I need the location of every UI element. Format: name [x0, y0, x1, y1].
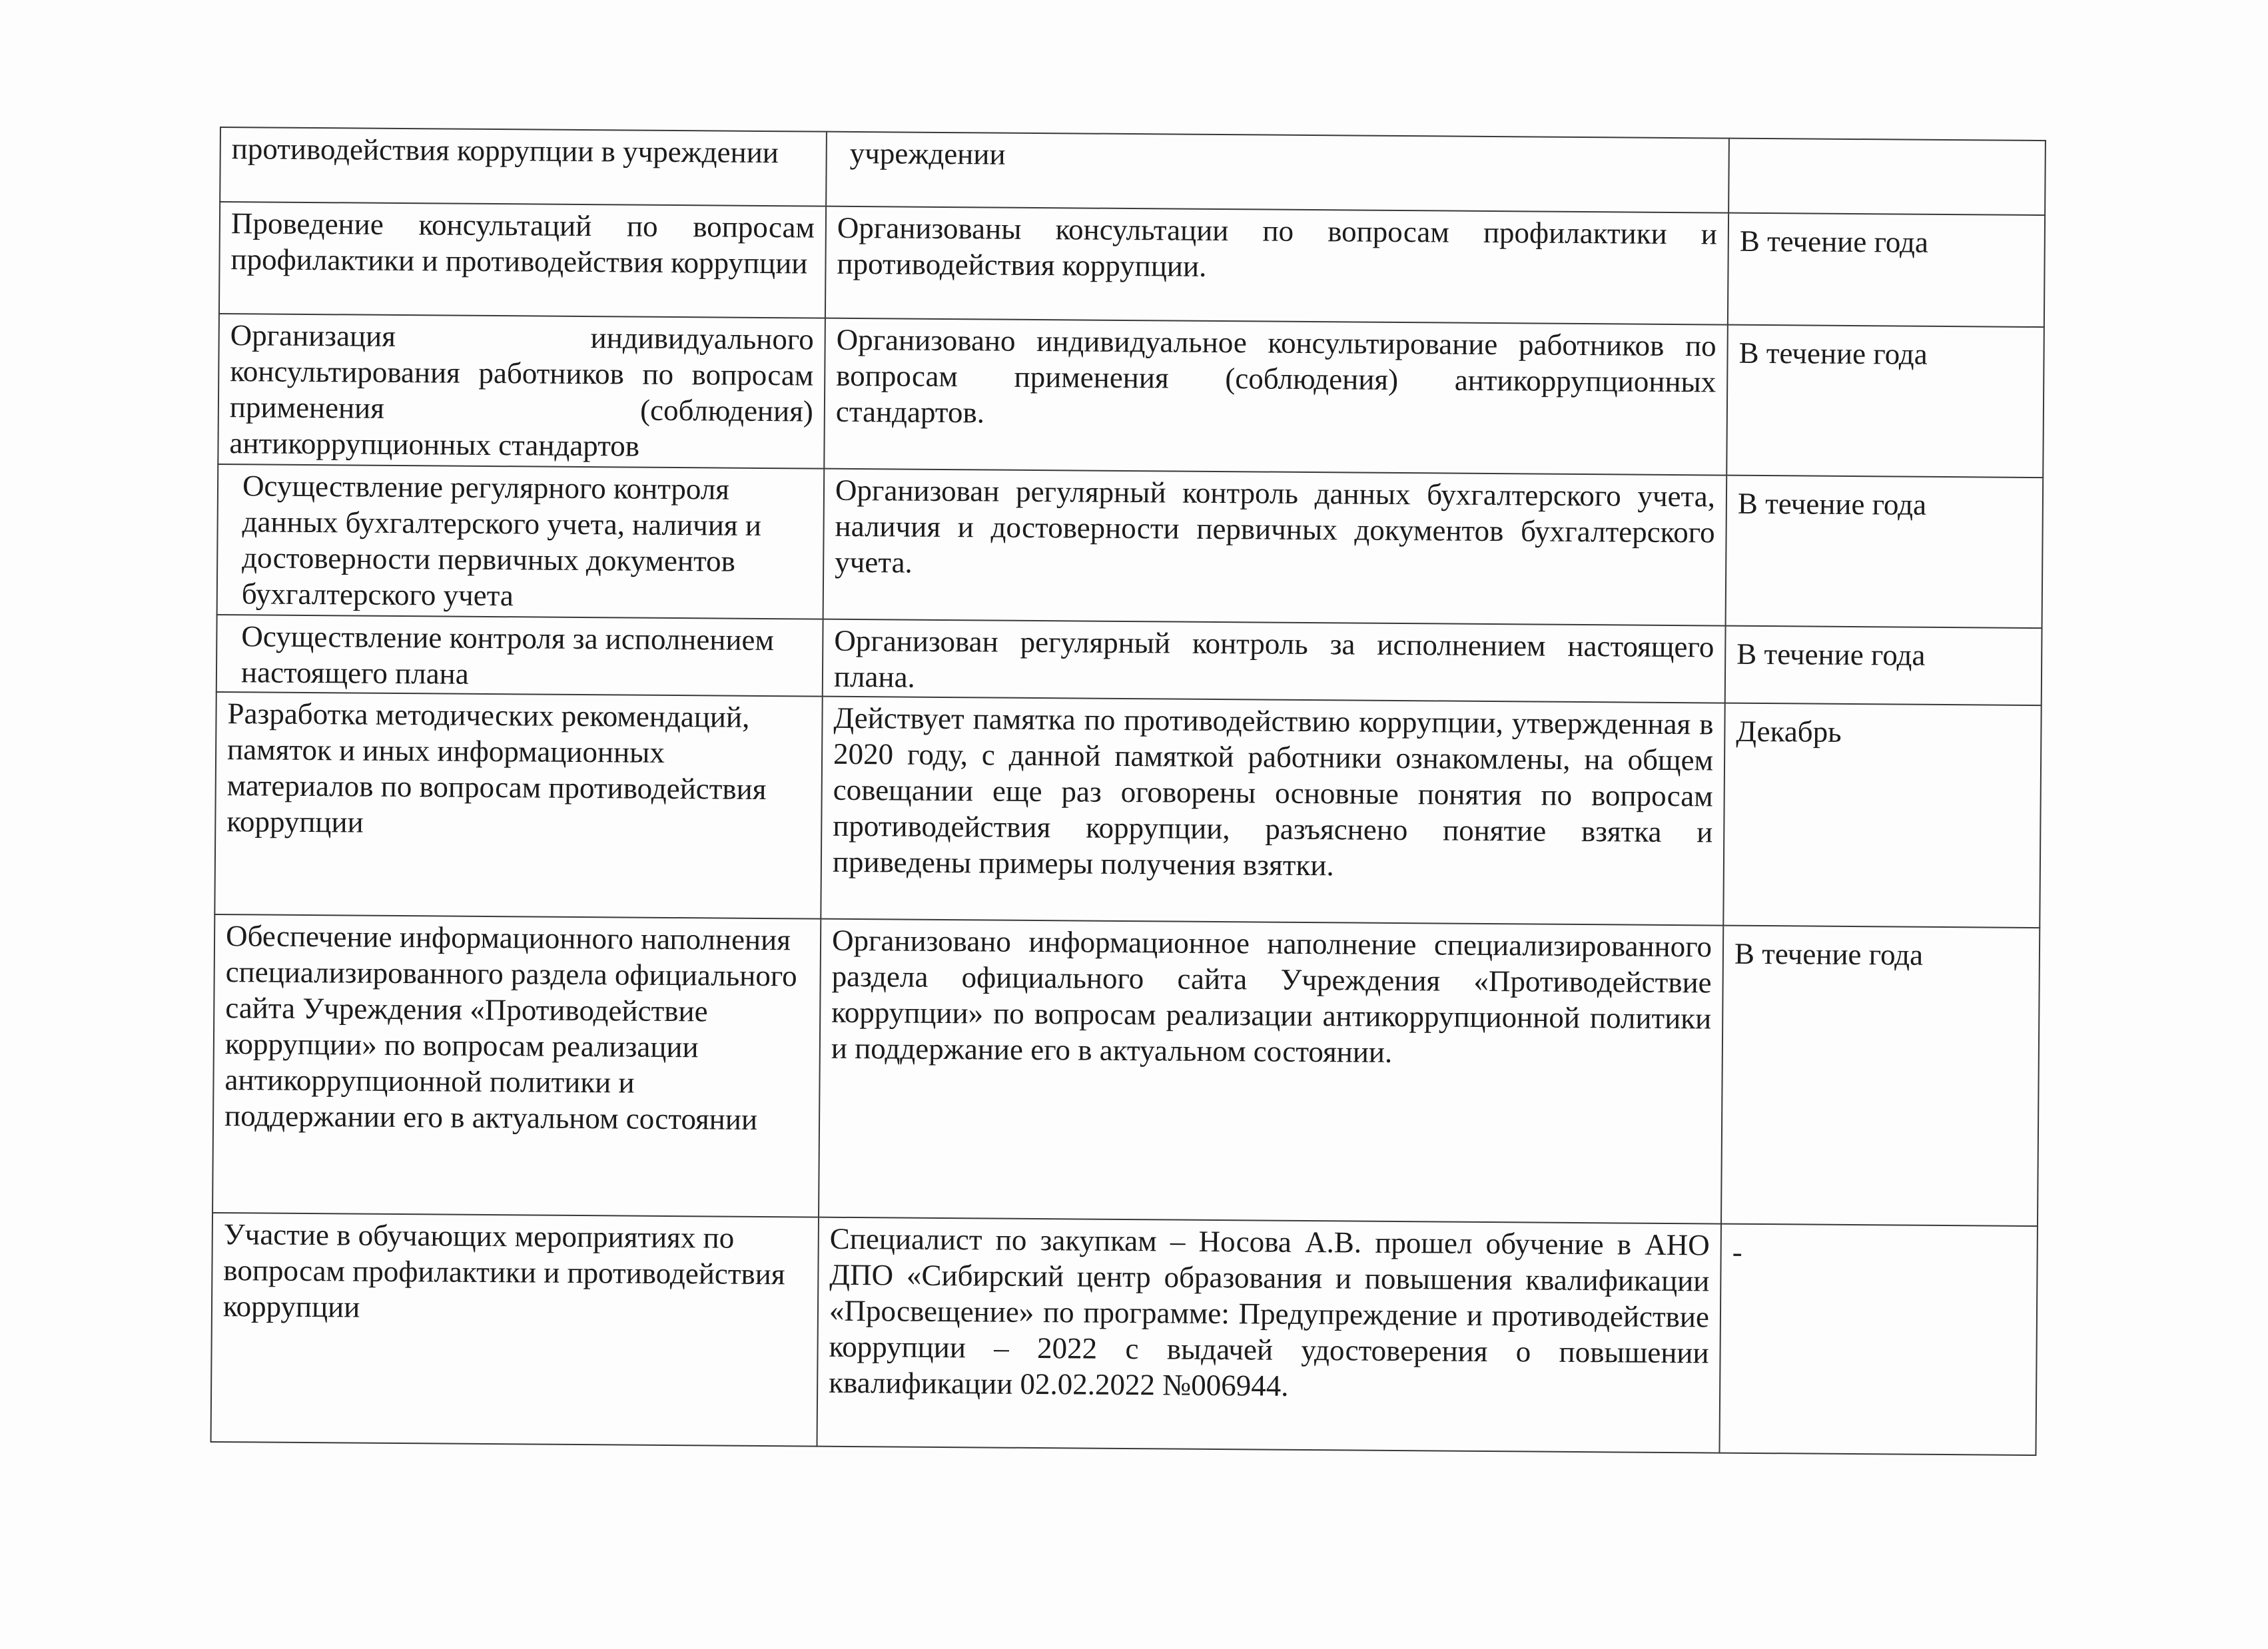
deadline-cell — [1728, 139, 2046, 215]
table-row — [217, 464, 2044, 628]
anticorruption-report-table — [210, 127, 2046, 1456]
deadline-cell: В течение года — [1728, 213, 2045, 327]
result-cell: Организовано информационное наполнение специализированного раздела официального сайта Учреждения «Противодействие коррупции» по вопросам реализации антикоррупционной политики и поддержание его в актуальном состоянии. — [819, 919, 1723, 1224]
activity-cell: Разработка методических рекомендаций, памяток и иных информационных материалов по вопросам противодействия коррупции — [214, 692, 822, 919]
deadline-cell: В течение года — [1725, 626, 2042, 705]
table-row — [214, 692, 2041, 928]
result-cell: Специалист по закупкам – Носова А.В. прошел обучение в АНО ДПО «Сибирский центр образования и повышения квалификации «Просвещение» по программе: Предупреждение и противодействие коррупции – 2022 с выдачей удостоверения о повышении квалификации 02.02.2022 №006944. — [817, 1217, 1720, 1453]
activity-cell: Организация индивидуального консультирования работников по вопросам применения (соблюдения) антикоррупционных стандартов — [218, 314, 825, 469]
table-row — [220, 127, 2046, 215]
table-row — [216, 615, 2042, 705]
result-cell: Организован регулярный контроль за исполнением настоящего плана. — [823, 619, 1726, 703]
activity-cell: Осуществление регулярного контроля данных бухгалтерского учета, наличия и достоверности первичных документов бухгалтерского учета — [217, 464, 825, 619]
activity-cell: Проведение консультаций по вопросам профилактики и противодействия коррупции — [219, 202, 826, 318]
deadline-cell: В течение года — [1726, 476, 2044, 628]
deadline-cell: - — [1719, 1224, 2038, 1455]
table-row — [211, 1213, 2038, 1455]
table-row — [212, 914, 2040, 1226]
deadline-cell: Декабрь — [1723, 703, 2041, 928]
report-table-wrapper — [210, 127, 2045, 1456]
deadline-cell: В течение года — [1726, 325, 2044, 478]
table-row — [218, 314, 2044, 478]
deadline-cell: В течение года — [1721, 926, 2040, 1226]
result-cell: Организован регулярный контроль данных бухгалтерского учета, наличия и достоверности первичных документов бухгалтерского учета. — [823, 469, 1727, 626]
result-cell: Организованы консультации по вопросам профилактики и противодействия коррупции. — [825, 206, 1728, 325]
result-cell: Действует памятка по противодействию коррупции, утвержденная в 2020 году, с данной памяткой работники ознакомлены, на общем совещании еще раз оговорены основные понятия по вопросам противодействия коррупции, разъяснено понятие взятка и приведены примеры получения взятки. — [821, 697, 1724, 926]
activity-cell: противодействия коррупции в учреждении — [220, 127, 827, 206]
result-cell: учреждении — [826, 132, 1729, 213]
result-cell: Организовано индивидуальное консультирование работников по вопросам применения (соблюдения) антикоррупционных стандартов. — [824, 318, 1728, 476]
activity-cell: Участие в обучающих мероприятиях по вопросам профилактики и противодействия коррупции — [211, 1213, 819, 1447]
table-row — [219, 202, 2045, 327]
activity-cell: Осуществление контроля за исполнением настоящего плана — [216, 615, 823, 697]
activity-cell: Обеспечение информационного наполнения специализированного раздела официального сайта Учреждения «Противодействие коррупции» по вопросам реализации антикоррупционной политики и поддержании его в актуальном состоянии — [212, 914, 821, 1217]
